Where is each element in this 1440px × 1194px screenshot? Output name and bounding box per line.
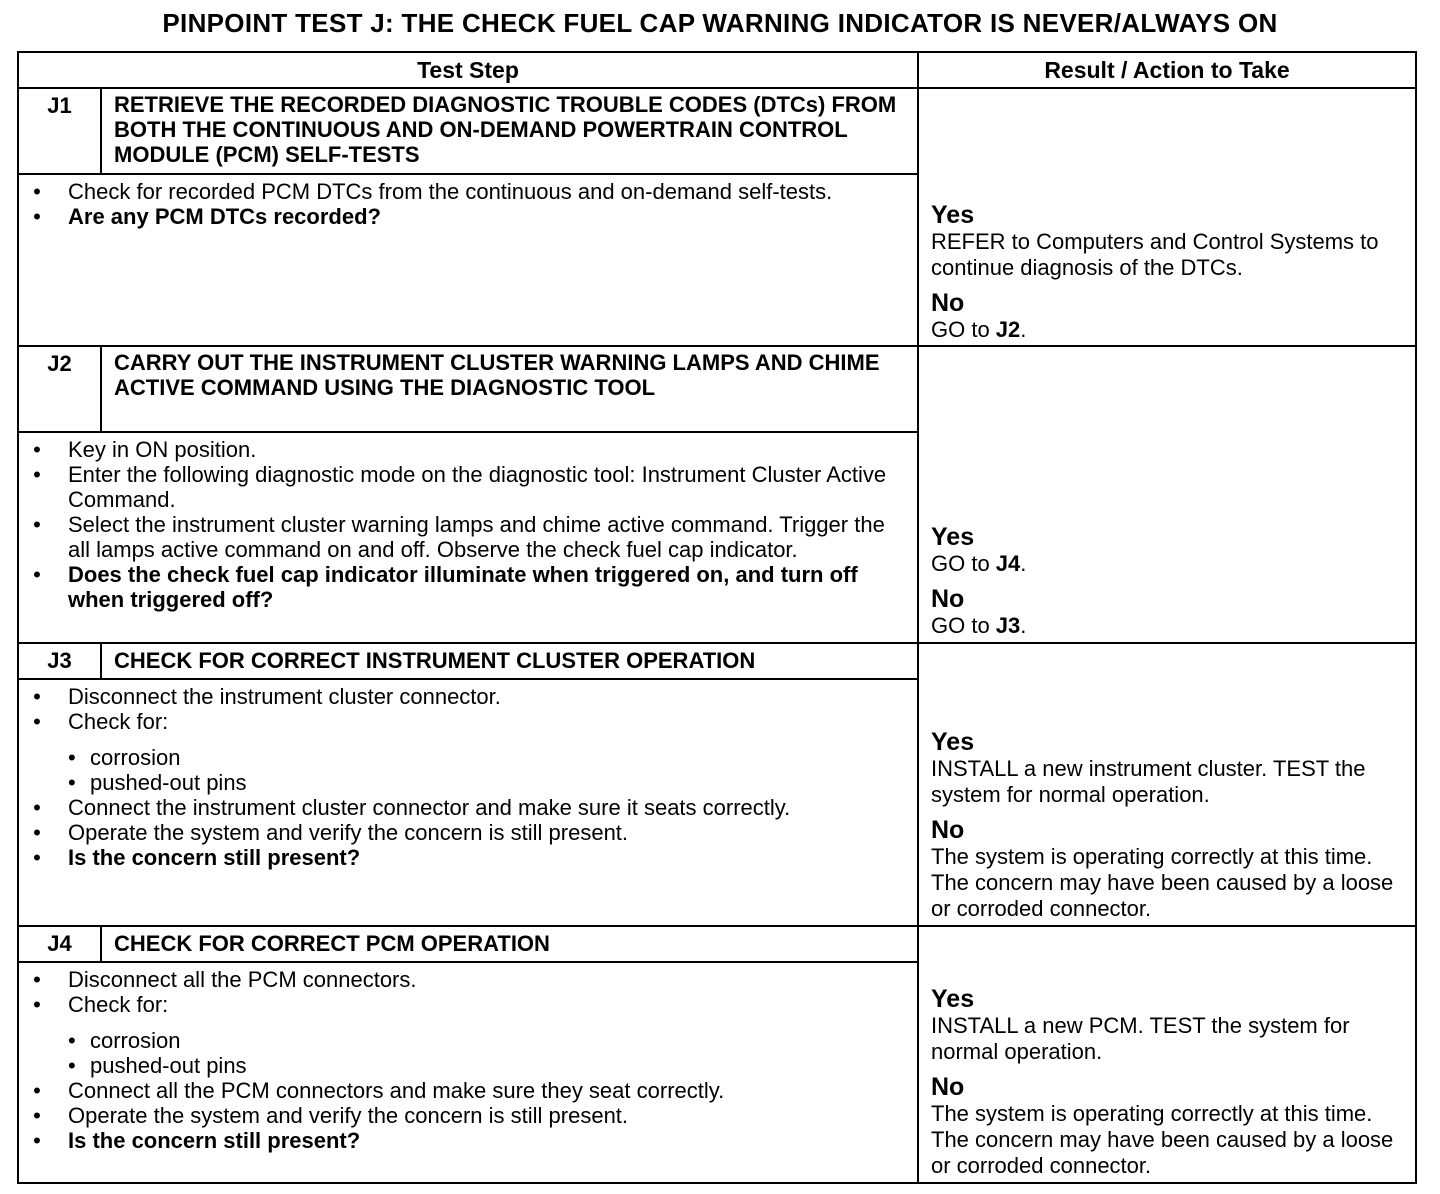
step-id-j2: J2 [17, 345, 102, 433]
step-body-j4 [17, 961, 919, 1184]
bullet-icon: • [68, 1053, 76, 1078]
bullet-icon: • [33, 204, 41, 229]
bullet-icon: • [33, 967, 41, 992]
no-label: No [931, 816, 965, 844]
page-title: PINPOINT TEST J: THE CHECK FUEL CAP WARNING INDICATOR IS NEVER/ALWAYS ON [162, 8, 1278, 38]
step-heading-j3: CHECK FOR CORRECT INSTRUMENT CLUSTER OPERATION [100, 642, 919, 680]
bullet-icon: • [33, 1078, 41, 1103]
result-j1 [917, 87, 1417, 347]
bullet-item: • Operate the system and verify the concern is still present. [31, 820, 907, 845]
bullet-question: • Is the concern still present? [31, 845, 907, 870]
no-action: GO to J2. [931, 317, 1027, 342]
step-heading-j4: CHECK FOR CORRECT PCM OPERATION [100, 925, 919, 963]
bullet-item: • Operate the system and verify the concern is still present. [31, 1103, 907, 1128]
bullet-icon: • [33, 1128, 41, 1153]
bullet-icon: • [68, 1028, 76, 1053]
no-label: No [931, 289, 965, 317]
step-id-j3: J3 [17, 642, 102, 680]
bullet-question: • Does the check fuel cap indicator illuminate when triggered on, and turn off when triggered off? [31, 562, 907, 612]
sub-bullet-item: • corrosion [68, 745, 181, 770]
bullet-item: • Disconnect all the PCM connectors. [31, 967, 907, 992]
bullet-item: • Connect the instrument cluster connector and make sure it seats correctly. [31, 795, 907, 820]
no-action: The system is operating correctly at this time. The concern may have been caused by a loose or corroded connector. [931, 844, 1394, 921]
bullet-item: • Key in ON position. [31, 437, 907, 462]
sub-bullet-item: • pushed-out pins [68, 770, 247, 795]
yes-label: Yes [931, 728, 975, 756]
result-j4 [917, 925, 1417, 1184]
header-result: Result / Action to Take [917, 51, 1417, 89]
yes-label: Yes [931, 985, 975, 1013]
bullet-icon: • [33, 462, 41, 487]
sub-bullet-item: • corrosion [68, 1028, 181, 1053]
bullet-icon: • [33, 562, 41, 587]
bullet-question: • Is the concern still present? [31, 1128, 907, 1153]
bullet-item: • Enter the following diagnostic mode on the diagnostic tool: Instrument Cluster Active Command. [31, 462, 907, 512]
no-action: The system is operating correctly at this time. The concern may have been caused by a loose or corroded connector. [931, 1101, 1394, 1178]
bullet-icon: • [33, 179, 41, 204]
step-heading-j2: CARRY OUT THE INSTRUMENT CLUSTER WARNING LAMPS AND CHIME ACTIVE COMMAND USING THE DIAGNOSTIC TOOL [100, 345, 919, 433]
bullet-item: • Check for: [31, 709, 907, 734]
header-test-step: Test Step [17, 51, 919, 89]
step-heading-j1: RETRIEVE THE RECORDED DIAGNOSTIC TROUBLE CODES (DTCs) FROM BOTH THE CONTINUOUS AND ON-DEMAND POWERTRAIN CONTROL MODULE (PCM) SELF-TESTS [100, 87, 919, 175]
bullet-icon: • [68, 745, 76, 770]
result-j3 [917, 642, 1417, 927]
bullet-icon: • [33, 845, 41, 870]
bullet-item: • Check for: [31, 992, 907, 1017]
bullet-item: • Connect all the PCM connectors and make sure they seat correctly. [31, 1078, 907, 1103]
bullet-icon: • [33, 992, 41, 1017]
bullet-item: • Check for recorded PCM DTCs from the continuous and on-demand self-tests. [31, 179, 907, 204]
yes-label: Yes [931, 201, 975, 229]
sub-bullet-item: • pushed-out pins [68, 1053, 247, 1078]
bullet-question: • Are any PCM DTCs recorded? [31, 204, 907, 229]
bullet-icon: • [33, 820, 41, 845]
result-j2 [917, 345, 1417, 644]
no-label: No [931, 1073, 965, 1101]
bullet-icon: • [33, 684, 41, 709]
bullet-icon: • [33, 709, 41, 734]
step-body-j3 [17, 678, 919, 927]
no-label: No [931, 585, 965, 613]
bullet-icon: • [68, 770, 76, 795]
step-id-j4: J4 [17, 925, 102, 963]
bullet-icon: • [33, 437, 41, 462]
bullet-icon: • [33, 512, 41, 537]
yes-action: INSTALL a new PCM. TEST the system for normal operation. [931, 1013, 1350, 1064]
bullet-icon: • [33, 1103, 41, 1128]
yes-action: INSTALL a new instrument cluster. TEST the system for normal operation. [931, 756, 1366, 807]
step-body-j2 [17, 431, 919, 644]
bullet-icon: • [33, 795, 41, 820]
yes-action: REFER to Computers and Control Systems to continue diagnosis of the DTCs. [931, 229, 1379, 280]
step-id-j1: J1 [17, 87, 102, 175]
pinpoint-test-table [17, 51, 1417, 1184]
bullet-item: • Disconnect the instrument cluster connector. [31, 684, 907, 709]
step-body-j1 [17, 173, 919, 347]
bullet-item: • Select the instrument cluster warning lamps and chime active command. Trigger the all lamps active command on and off. Observe the check fuel cap indicator. [31, 512, 907, 562]
yes-action: GO to J4. [931, 551, 1027, 576]
yes-label: Yes [931, 523, 975, 551]
no-action: GO to J3. [931, 613, 1027, 638]
